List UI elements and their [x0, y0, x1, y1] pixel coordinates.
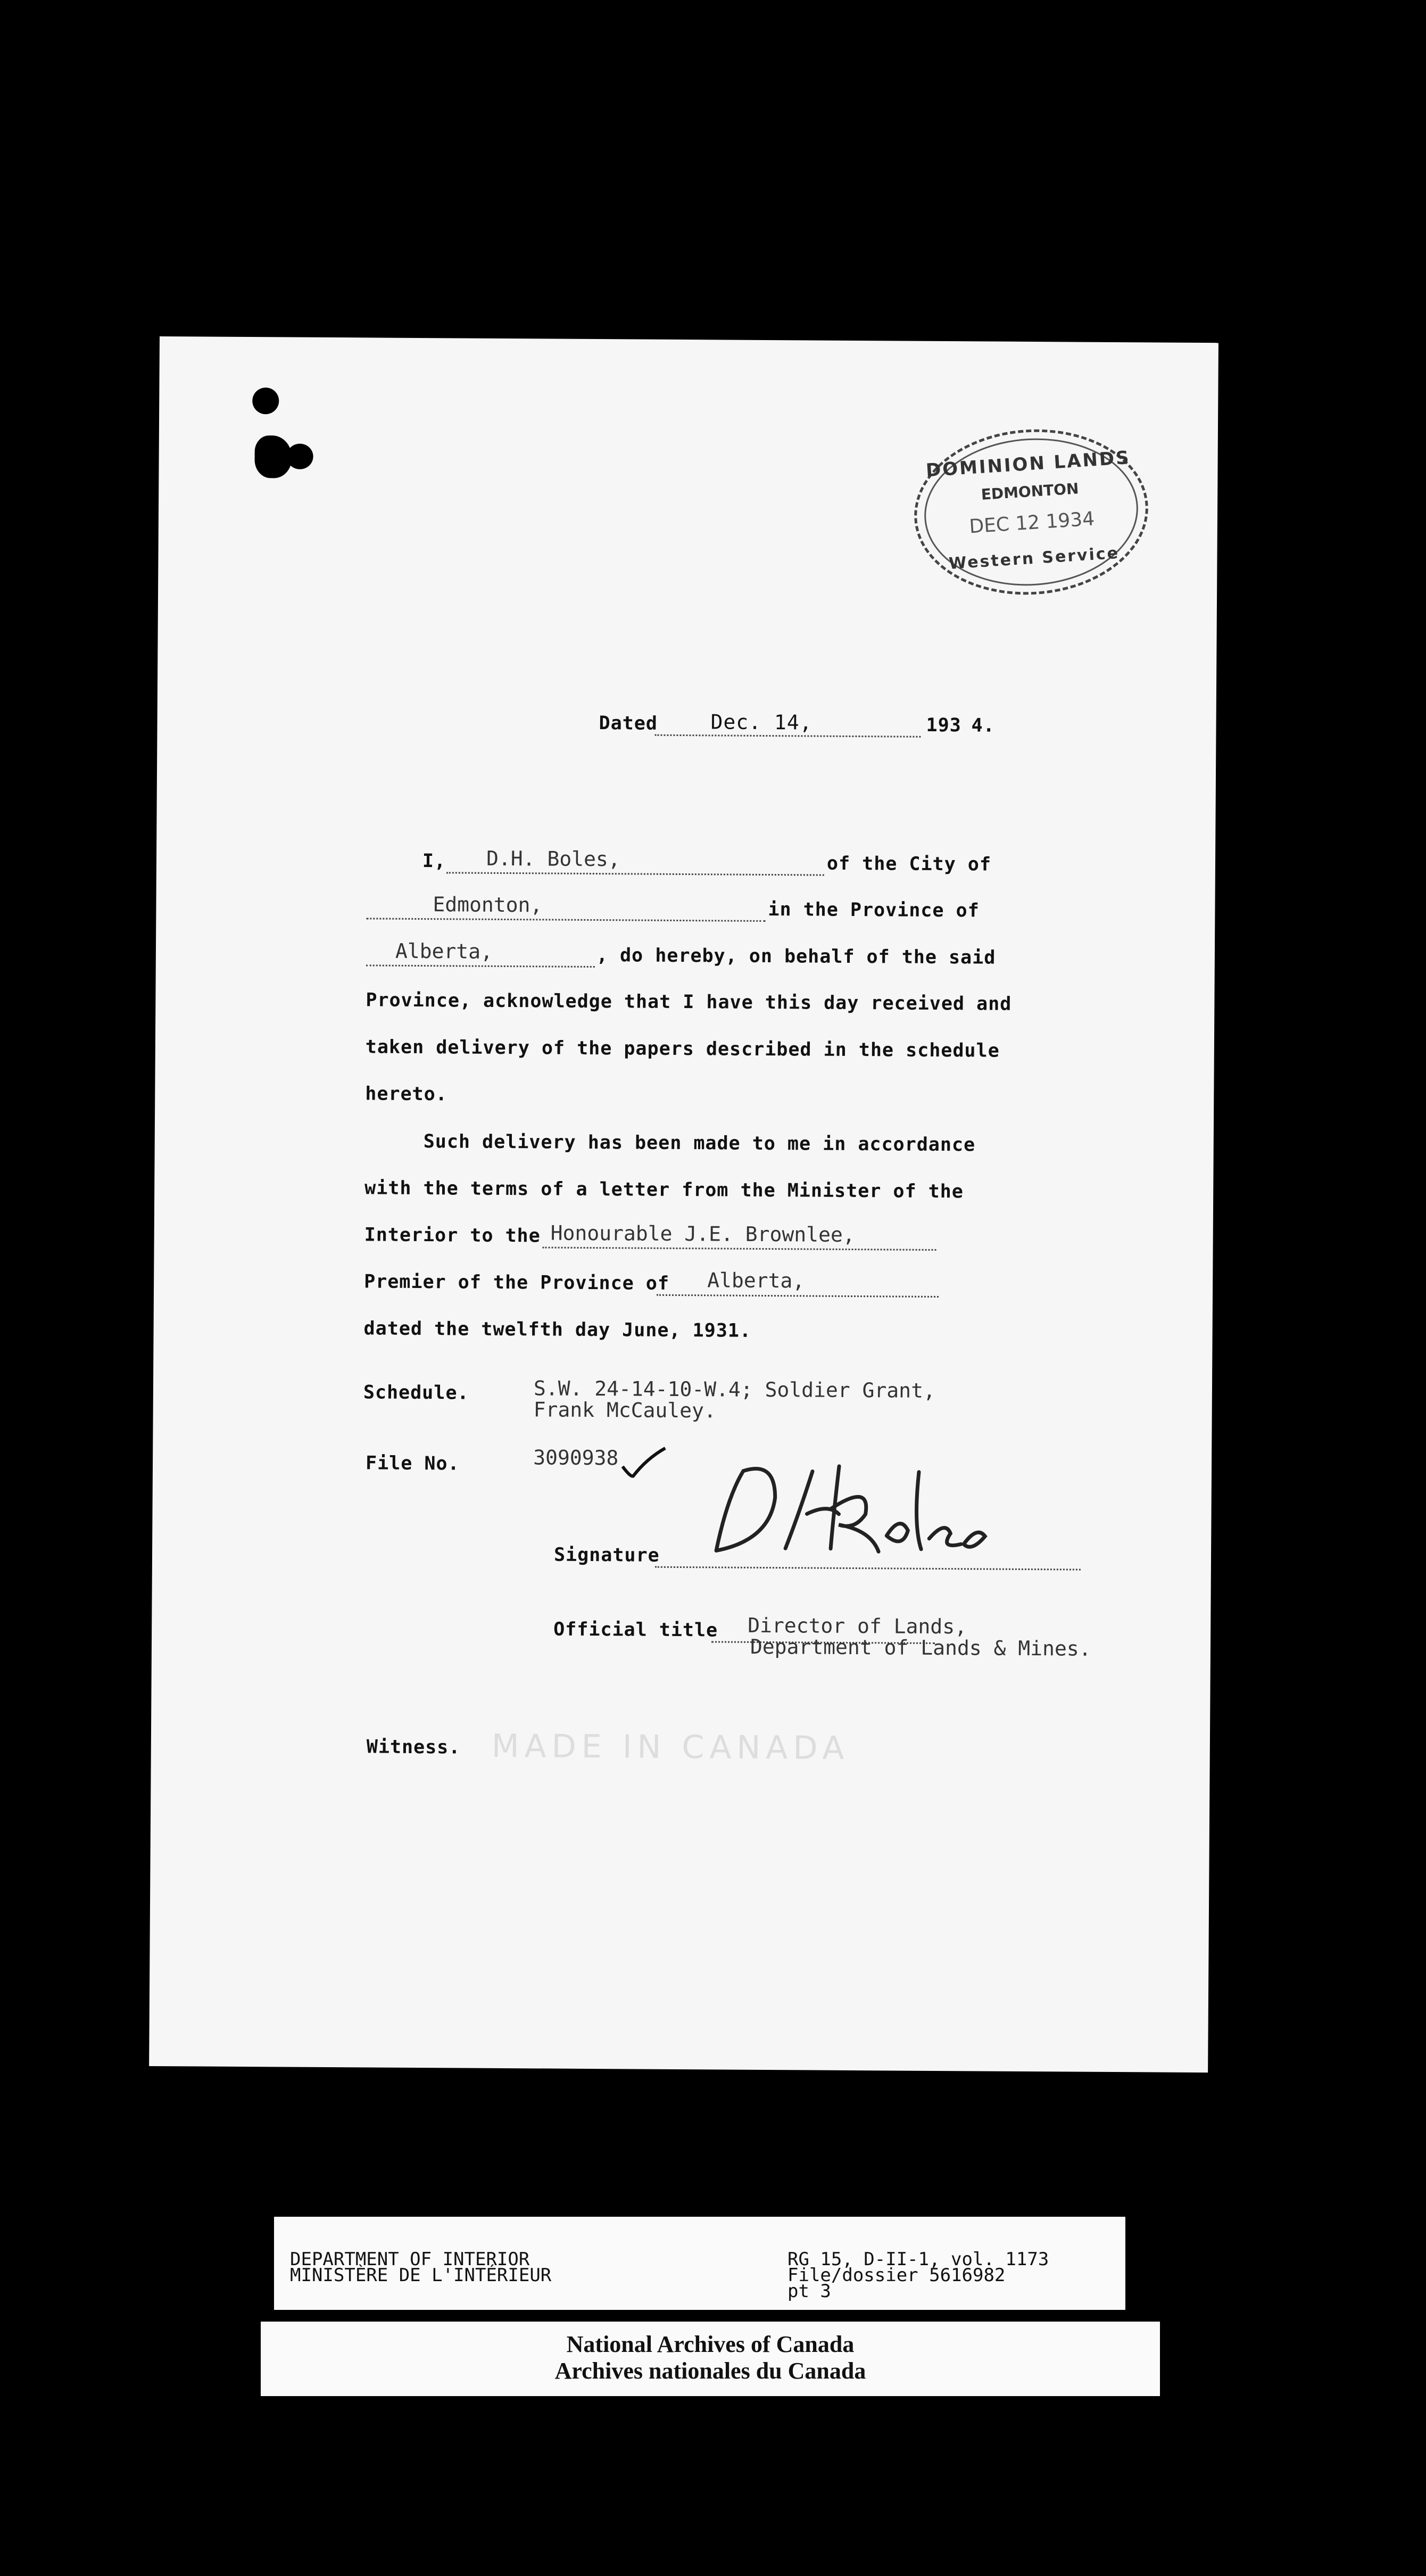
- file-label: File No.: [365, 1452, 460, 1475]
- archive-name-banner: [261, 2322, 1160, 2396]
- signature-image: [695, 1449, 993, 1568]
- body-line-5: taken delivery of the papers described in the schedule: [365, 1036, 1000, 1062]
- witness-label: Witness.: [366, 1736, 461, 1758]
- dept-fr: MINISTÈRE DE L'INTÉRIEUR: [290, 2265, 552, 2286]
- province2-line: [657, 1294, 939, 1298]
- checkmark-icon: [620, 1445, 668, 1483]
- ref-part: pt 3: [787, 2281, 831, 2302]
- p2-line-2: with the terms of a letter from the Minister of the: [364, 1177, 964, 1203]
- document-page: [149, 336, 1218, 2073]
- file-number: 3090938: [533, 1446, 619, 1470]
- archive-name-fr: Archives nationales du Canada: [554, 2358, 866, 2384]
- schedule-line-2: Frank McCauley.: [533, 1398, 716, 1423]
- official-title-line-2: Department of Lands & Mines.: [750, 1634, 1091, 1661]
- dated-date-line: [654, 734, 921, 738]
- body-name: D.H. Boles,: [486, 846, 620, 871]
- punch-hole: [252, 387, 279, 414]
- stamp-date: DEC 12 1934: [968, 508, 1096, 538]
- p2-line-1: Such delivery has been made to me in accordance: [423, 1131, 976, 1156]
- stamp-top-text: DOMINION LANDS: [925, 447, 1131, 482]
- schedule-line-1: S.W. 24-14-10-W.4; Soldier Grant,: [533, 1376, 936, 1402]
- paper-watermark: MADE IN CANADA: [491, 1727, 850, 1767]
- body-city: Edmonton,: [433, 893, 543, 917]
- p2-line-3-prefix: Interior to the: [364, 1224, 541, 1247]
- ref-file: File/dossier 5616982: [787, 2265, 1006, 2286]
- signature-label: Signature: [553, 1544, 660, 1566]
- stamp-city: EDMONTON: [980, 480, 1080, 503]
- body-do-hereby: , do hereby, on behalf of the said: [596, 945, 996, 969]
- stamp-bottom-text: Western Service: [948, 543, 1120, 574]
- city-line: [366, 918, 765, 922]
- name-line: [446, 872, 824, 876]
- dated-year-prefix: 193: [926, 714, 961, 737]
- dated-label: Dated: [599, 713, 658, 734]
- dominion-lands-stamp: [909, 422, 1154, 601]
- body-line-4: Province, acknowledge that I have this day received and: [366, 989, 1012, 1015]
- p2-line-4-prefix: Premier of the Province of: [364, 1271, 670, 1294]
- schedule-label: Schedule.: [363, 1382, 469, 1404]
- body-in-province: in the Province of: [768, 899, 980, 922]
- body-line-6: hereto.: [365, 1083, 447, 1105]
- punch-hole: [286, 443, 313, 469]
- dept-en: DEPARTMENT OF INTERIOR: [290, 2249, 530, 2270]
- ref-volume: RG 15, D-II-1, vol. 1173: [787, 2249, 1049, 2270]
- p2-line-5: dated the twelfth day June, 1931.: [363, 1318, 752, 1342]
- addressee: Honourable J.E. Brownlee,: [550, 1221, 855, 1247]
- body-i: I,: [422, 851, 446, 872]
- archive-name-en: National Archives of Canada: [566, 2331, 855, 2357]
- addressee-line: [543, 1246, 936, 1251]
- dated-date: Dec. 14,: [710, 710, 813, 734]
- archive-reference-label: [274, 2217, 1125, 2310]
- official-title-label: Official title: [553, 1619, 718, 1641]
- province-line: [366, 964, 595, 968]
- body-province: Alberta,: [395, 939, 493, 963]
- dated-year-suffix: 4.: [971, 715, 995, 737]
- province2: Alberta,: [707, 1268, 805, 1293]
- official-title-line-1: Director of Lands,: [748, 1613, 967, 1639]
- body-of-city: of the City of: [826, 853, 992, 876]
